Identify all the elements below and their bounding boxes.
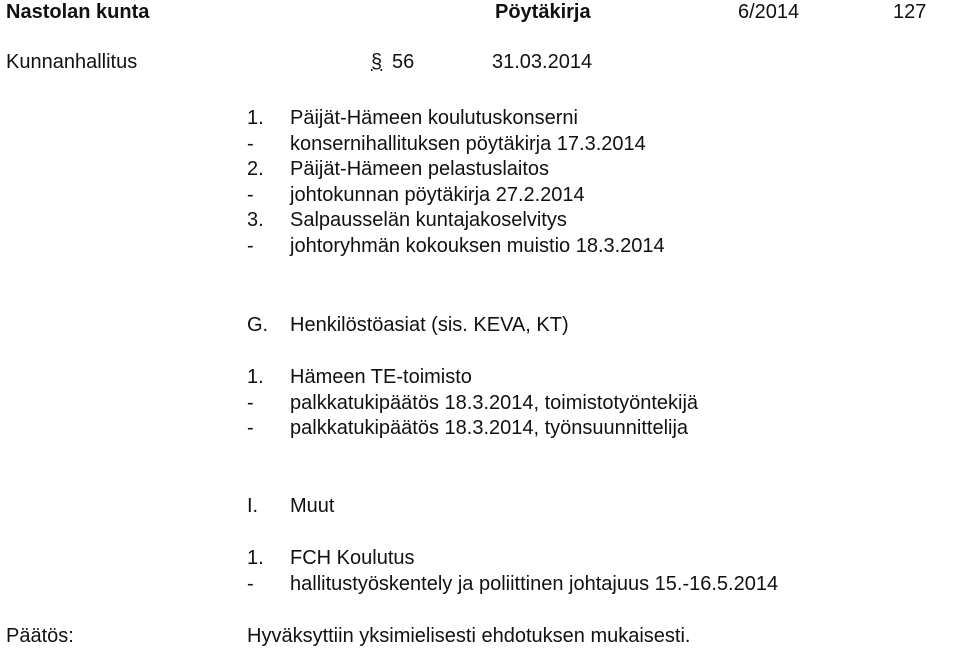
section-title: Muut	[290, 495, 335, 517]
list-text: FCH Koulutus	[290, 547, 415, 569]
list-text: Hämeen TE-toimisto	[290, 366, 472, 388]
list-text: konsernihallituksen pöytäkirja 17.3.2014	[290, 133, 646, 155]
list-item	[0, 546, 960, 572]
list-text: palkkatukipäätös 18.3.2014, työnsuunnittelija	[290, 417, 689, 439]
section-marker: G.	[247, 314, 269, 336]
list-marker: 1.	[247, 366, 264, 388]
list-marker: -	[247, 392, 254, 414]
section-title: Henkilöstöasiat (sis. KEVA, KT)	[290, 314, 569, 336]
section-heading-g	[0, 313, 960, 339]
list-item	[0, 365, 960, 391]
municipality-name: Nastolan kunta	[6, 1, 150, 23]
document-type: Pöytäkirja	[495, 1, 591, 23]
list-item	[0, 208, 960, 234]
body-name: Kunnanhallitus	[6, 51, 138, 73]
list-text: Päijät-Hämeen koulutuskonserni	[290, 107, 578, 129]
list-marker: 2.	[247, 158, 264, 180]
list-text: hallitustyöskentely ja poliittinen johtajuus 15.-16.5.2014	[290, 573, 779, 595]
list-marker: 1.	[247, 547, 264, 569]
decision-label: Päätös:	[6, 625, 74, 647]
list-marker: -	[247, 417, 254, 439]
list-marker: -	[247, 133, 254, 155]
page-number: 127	[893, 1, 927, 23]
meeting-date: 31.03.2014	[492, 51, 593, 73]
decision-text: Hyväksyttiin yksimielisesti ehdotuksen mukaisesti.	[247, 625, 691, 647]
issue-number: 6/2014	[738, 1, 800, 23]
section-number: 56	[392, 51, 415, 73]
list-text: palkkatukipäätös 18.3.2014, toimistotyöntekijä	[290, 392, 699, 414]
list-item	[0, 157, 960, 183]
section-marker: I.	[247, 495, 259, 517]
list-item	[0, 183, 960, 209]
list-item	[0, 234, 960, 260]
list-item	[0, 132, 960, 158]
list-item	[0, 572, 960, 598]
section-symbol: §	[371, 51, 383, 73]
list-text: johtokunnan pöytäkirja 27.2.2014	[290, 184, 585, 206]
list-text: Päijät-Hämeen pelastuslaitos	[290, 158, 550, 180]
list-item	[0, 416, 960, 442]
list-marker: -	[247, 235, 254, 257]
list-item	[0, 106, 960, 132]
list-text: johtoryhmän kokouksen muistio 18.3.2014	[290, 235, 665, 257]
list-marker: -	[247, 184, 254, 206]
list-item	[0, 391, 960, 417]
section-heading-i	[0, 494, 960, 520]
list-marker: 3.	[247, 209, 264, 231]
list-marker: -	[247, 573, 254, 595]
list-marker: 1.	[247, 107, 264, 129]
list-text: Salpausselän kuntajakoselvitys	[290, 209, 567, 231]
